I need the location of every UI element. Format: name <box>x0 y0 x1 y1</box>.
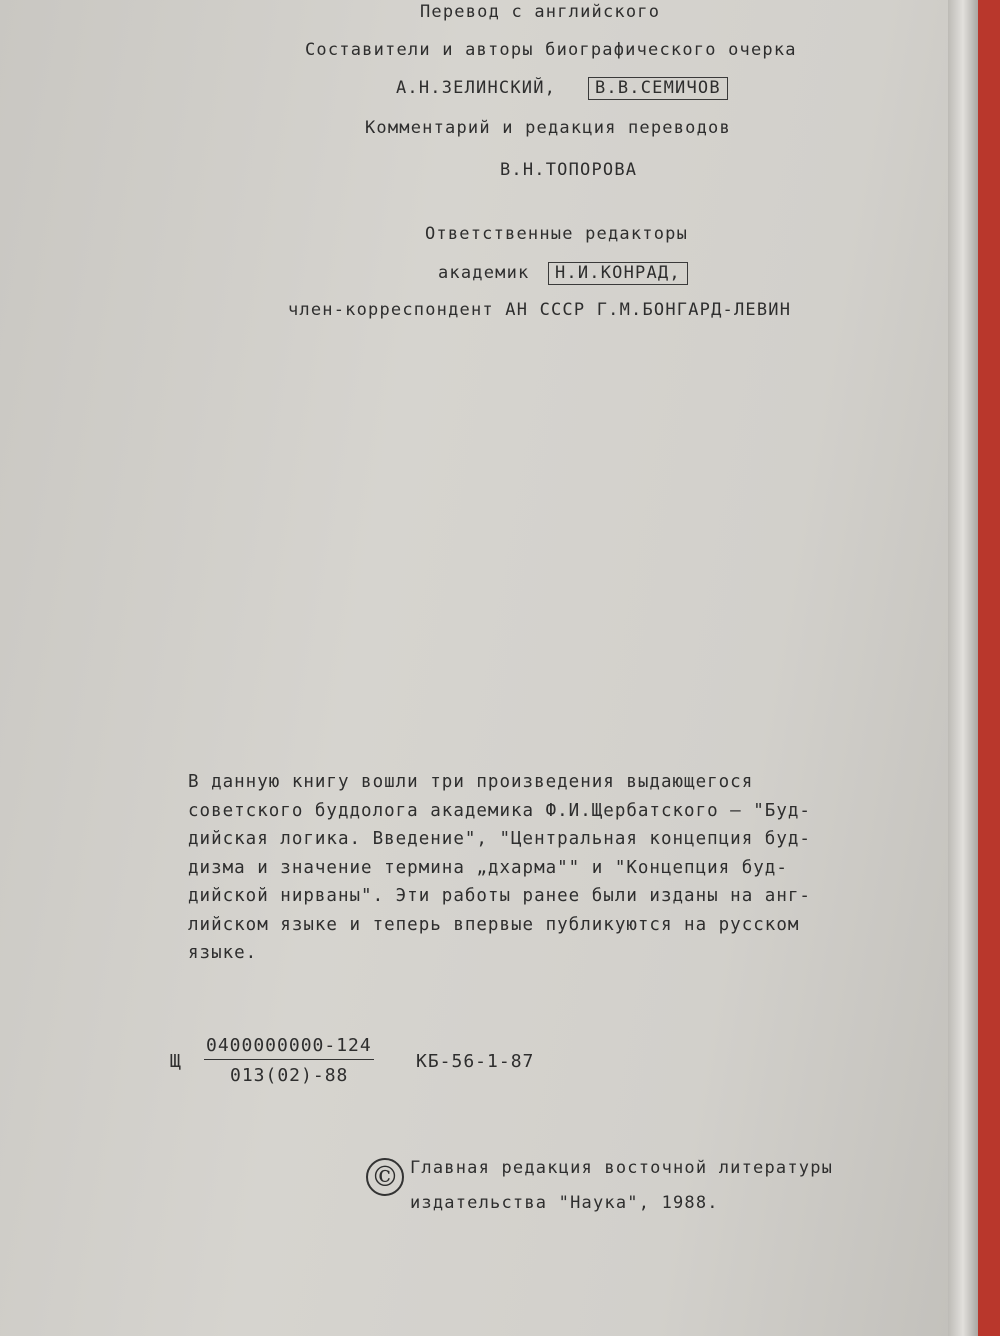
translation-note: Перевод с английского <box>420 2 661 22</box>
page-edge <box>948 0 978 1336</box>
catalog-code: КБ-56-1-87 <box>416 1051 535 1072</box>
compilers-label: Составители и авторы биографического очерка <box>305 40 797 60</box>
copyright-line-1: Главная редакция восточной литературы <box>410 1158 834 1178</box>
commentary-label: Комментарий и редакция переводов <box>365 118 731 138</box>
editor-1-name-boxed: Н.И.КОНРАД, <box>548 262 688 285</box>
editor-1-title: академик <box>438 263 530 283</box>
catalog-denominator: 013(02)-88 <box>230 1065 349 1086</box>
editor-2: член-корреспондент АН СССР Г.М.БОНГАРД-ЛЕВИН <box>288 300 792 320</box>
catalog-numerator: 0400000000-124 <box>206 1035 372 1056</box>
compiler-2-boxed: В.В.СЕМИЧОВ <box>588 77 728 100</box>
book-abstract: В данную книгу вошли три произведения выдающегося советского буддолога академика Ф.И.Щербатского — "Буд- дийская логика. Введение", "Центральная концепция буд- дизма и значение термина „дхарма"" и "Концепция буд- дийской нирваны". Эти работы ранее были изданы на анг- лийском языке и теперь впервые публикуются на русском языке. <box>188 772 811 963</box>
commentator: В.Н.ТОПОРОВА <box>500 160 638 180</box>
copyright-icon: © <box>366 1158 404 1196</box>
copyright-line-2: издательства "Наука", 1988. <box>410 1193 719 1213</box>
compiler-1: А.Н.ЗЕЛИНСКИЙ, <box>396 78 557 98</box>
editors-label: Ответственные редакторы <box>425 224 689 244</box>
catalog-prefix: Щ <box>170 1051 182 1072</box>
fraction-bar <box>204 1059 374 1060</box>
